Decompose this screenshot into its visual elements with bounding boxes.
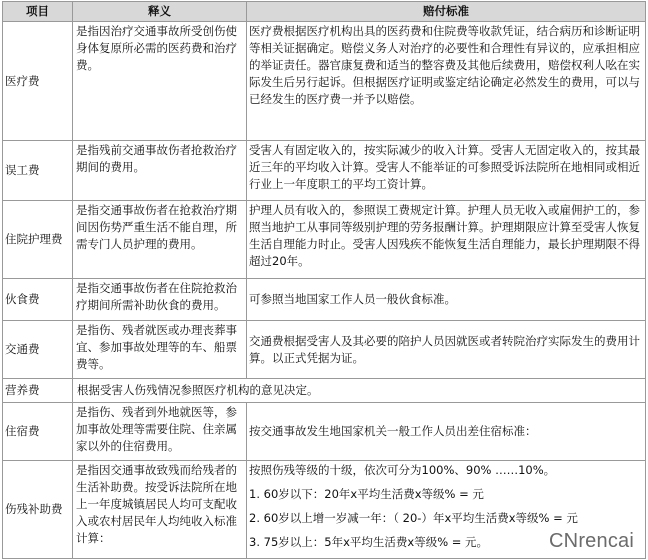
row-item: 交通费	[3, 321, 73, 379]
row-standard: 医疗费根据医疗机构出具的医药费和住院费等收款凭证，结合病历和诊断证明等相关证据确定。赔偿义务人对治疗的必要性和合理性有异议的，应承担相应的举证责任。器官康复费和适当的整容费及其他后续费用，赔偿权利人吆在实际发生后另行起诉。但根据医疗证明或鉴定结论确定必然发生的费用，可以与已经发生的医疗费一并予以赔偿。	[247, 22, 646, 141]
row-definition: 是指因交通事故致残而给残者的生活补助费。按受诉法院所在地上一年度城镇居民人均可支配收入或农村居民年人均纯收入标准计算：	[73, 461, 247, 559]
header-standard: 赔付标准	[247, 2, 646, 22]
standard-line: 2. 60岁以上增一岁减一年：（ 20-）年x平均生活费x等级% = 元	[249, 511, 578, 525]
table-row-lost-wages	[3, 141, 646, 201]
row-standard: 可参照当地国家工作人员一般伙食标准。	[247, 279, 646, 321]
table-row-nursing	[3, 201, 646, 279]
table-row-lodging	[3, 403, 646, 461]
row-item: 误工费	[3, 141, 73, 201]
table-row-nutrition	[3, 379, 646, 403]
row-standard: 护理人员有收入的，参照误工费规定计算。护理人员无收入或雇佣护工的，参照当地护工从事同等级别护理的劳务报酬计算。护理期限应计算至受害人恢复生活自理能力时止。受害人因残疾不能恢复生活自理能力，最长护理期限不得超过20年。	[247, 201, 646, 279]
row-definition: 是指伤、残者到外地就医等，参加事故处理等需要住院、住亲属家以外的住宿费用。	[73, 403, 247, 461]
table-row-medical	[3, 22, 646, 141]
header-definition: 释义	[73, 2, 247, 22]
row-standard: 按交通事故发生地国家机关一般工作人员出差住宿标准：	[247, 403, 646, 461]
table-row-meals	[3, 279, 646, 321]
standard-line: 1. 60岁以下：20年x平均生活费x等级% = 元	[249, 487, 484, 501]
table-row-transport	[3, 321, 646, 379]
standard-line: 按照伤残等级的十级，依次可分为100%、90% ……10%。	[249, 463, 556, 477]
row-definition: 是指残前交通事故伤者抢救治疗期间的费用。	[73, 141, 247, 201]
row-definition: 是指交通事故伤者在抢救治疗期间因伤势严重生活不能自理，所需专门人员护理的费用。	[73, 201, 247, 279]
standard-line: 3. 75岁以上：5年x平均生活费x等级% = 元。	[249, 535, 489, 549]
table-header-row	[3, 2, 646, 22]
row-item: 住宿费	[3, 403, 73, 461]
row-definition: 是指伤、残者就医或办理丧葬事宜、参加事故处理等的车、船票费等。	[73, 321, 247, 379]
row-standard: 交通费根据受害人及其必要的陪护人员因就医或者转院治疗实际发生的费用计算。以正式凭据为证。	[247, 321, 646, 379]
row-standard: 受害人有固定收入的，按实际减少的收入计算。受害人无固定收入的，按其最近三年的平均收入计算。受害人不能举证的可参照受诉法院所在地相同或相近行业上一年度职工的平均工资计算。	[247, 141, 646, 201]
row-item: 伙食费	[3, 279, 73, 321]
row-merged-standard: 根据受害人伤残情况参照医疗机构的意见决定。	[73, 379, 646, 403]
header-item: 项目	[3, 2, 73, 22]
row-item: 住院护理费	[3, 201, 73, 279]
row-item: 医疗费	[3, 22, 73, 141]
row-item: 营养费	[3, 379, 73, 403]
compensation-table	[2, 1, 646, 559]
watermark-logo: CNrencai	[549, 530, 634, 552]
row-item: 伤残补助费	[3, 461, 73, 559]
row-definition: 是指交通事故伤者在住院抢救治疗期间所需补助伙食的费用。	[73, 279, 247, 321]
row-definition: 是指因治疗交通事故所受创伤使身体复原所必需的医药费和治疗费。	[73, 22, 247, 141]
